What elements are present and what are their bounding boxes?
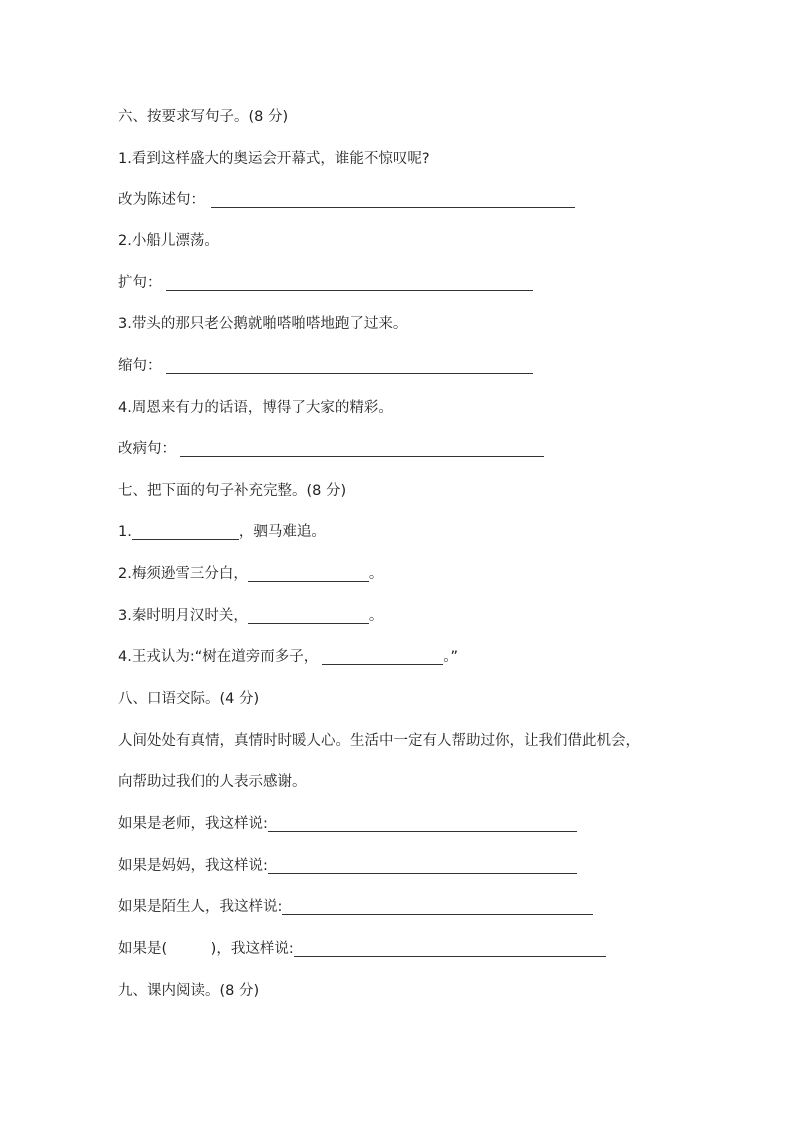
answer-blank[interactable] — [294, 941, 606, 957]
answer-line — [118, 896, 593, 918]
fill-line — [118, 605, 383, 627]
answer-blank[interactable] — [282, 899, 593, 915]
question-text: 2.小船儿漂荡。 — [118, 233, 219, 249]
question — [118, 313, 407, 335]
prompt: 如果是老师，我这样说: — [118, 816, 268, 832]
text: 向帮助过我们的人表示感谢。 — [118, 774, 307, 790]
text: 。 — [368, 566, 384, 582]
paragraph — [118, 771, 307, 793]
answer-blank[interactable] — [322, 649, 443, 665]
answer-blank[interactable] — [248, 566, 369, 582]
answer-line — [118, 855, 577, 877]
question-text: 1.看到这样盛大的奥运会开幕式，谁能不惊叹呢? — [118, 151, 430, 167]
heading: 六、按要求写句子。(8 分) — [118, 109, 289, 125]
prompt: 改为陈述句： — [118, 192, 205, 208]
prompt: 如果是陌生人，我这样说: — [118, 899, 283, 915]
question — [118, 148, 430, 170]
answer-blank[interactable] — [180, 441, 544, 457]
section-8-title — [118, 688, 259, 710]
text: 3.秦时明月汉时关， — [118, 608, 248, 624]
prompt: 改病句： — [118, 441, 176, 457]
question — [118, 397, 393, 419]
prompt: 如果是( )，我这样说: — [118, 941, 294, 957]
prompt: 如果是妈妈，我这样说: — [118, 858, 268, 874]
answer-blank[interactable] — [166, 358, 533, 374]
answer-blank[interactable] — [211, 192, 575, 208]
section-7-title — [118, 480, 346, 502]
question-text: 3.带头的那只老公鹅就啪嗒啪嗒地跑了过来。 — [118, 316, 408, 332]
text: 。 — [368, 608, 384, 624]
text: 。” — [443, 649, 458, 665]
answer-line — [118, 355, 533, 377]
heading: 八、口语交际。(4 分) — [118, 691, 260, 707]
heading: 七、把下面的句子补充完整。(8 分) — [118, 483, 347, 499]
question — [118, 230, 219, 252]
fill-line — [118, 646, 458, 668]
question-text: 4.周恩来有力的话语，博得了大家的精彩。 — [118, 400, 393, 416]
section-9-title — [118, 980, 259, 1002]
answer-line — [118, 189, 575, 211]
paragraph — [118, 730, 640, 752]
answer-blank[interactable] — [268, 858, 577, 874]
section-6-title — [118, 106, 288, 128]
prompt: 扩句： — [118, 275, 162, 291]
text: ，驷马难追。 — [238, 524, 326, 540]
answer-blank[interactable] — [268, 816, 577, 832]
text: 人间处处有真情，真情时时暖人心。生活中一定有人帮助过你，让我们借此机会， — [118, 733, 640, 749]
answer-blank[interactable] — [166, 275, 533, 291]
answer-blank[interactable] — [132, 524, 239, 540]
text: 1. — [118, 524, 132, 540]
text: 4.王戎认为:“树在道旁而多子， — [118, 649, 319, 665]
answer-line — [118, 272, 533, 294]
answer-blank[interactable] — [248, 608, 369, 624]
prompt: 缩句： — [118, 358, 162, 374]
text: 2.梅须逊雪三分白， — [118, 566, 248, 582]
answer-line — [118, 813, 577, 835]
answer-line — [118, 938, 606, 960]
answer-line — [118, 438, 544, 460]
fill-line — [118, 563, 383, 585]
heading: 九、课内阅读。(8 分) — [118, 983, 260, 999]
fill-line — [118, 521, 326, 543]
